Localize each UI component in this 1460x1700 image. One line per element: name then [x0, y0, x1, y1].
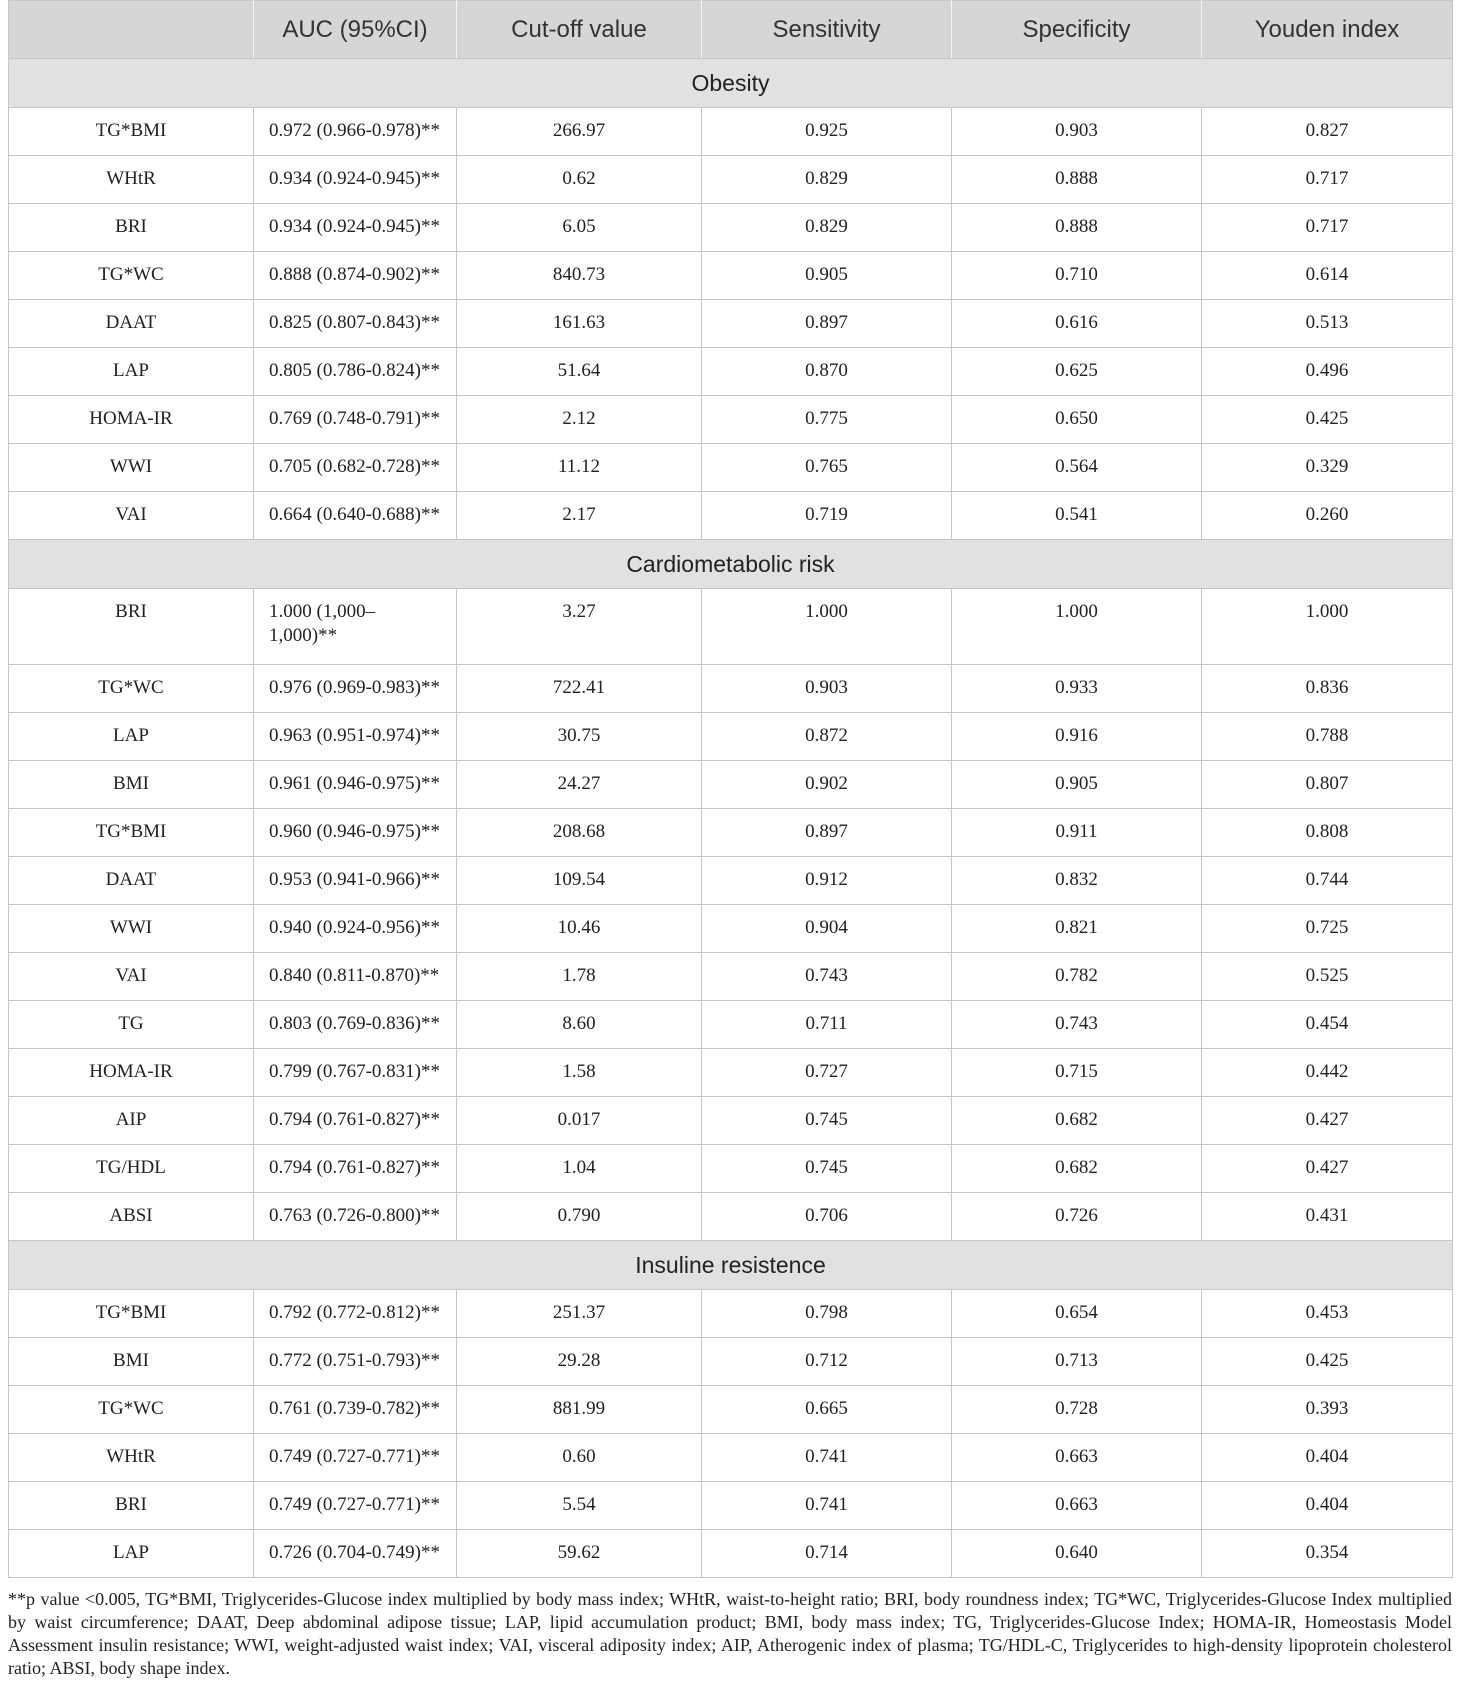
youden-index-cell: 0.425: [1202, 396, 1453, 444]
auc-cell: 0.953 (0.941-0.966)**: [254, 857, 457, 905]
specificity-cell: 0.564: [952, 444, 1202, 492]
section-row: [9, 540, 1453, 589]
section-title: Insuline resistence: [9, 1241, 1453, 1290]
table-row: [9, 1434, 1453, 1482]
table-row: [9, 1482, 1453, 1530]
table-row: [9, 492, 1453, 540]
youden-index-cell: 0.496: [1202, 348, 1453, 396]
indicator-cell: TG*BMI: [9, 809, 254, 857]
table-row: [9, 1145, 1453, 1193]
cutoff-value-cell: 29.28: [457, 1338, 702, 1386]
youden-index-cell: 0.717: [1202, 156, 1453, 204]
section-title: Obesity: [9, 59, 1453, 108]
section-row: [9, 1241, 1453, 1290]
table-row: [9, 252, 1453, 300]
sensitivity-cell: 0.798: [702, 1290, 952, 1338]
indicator-cell: TG*BMI: [9, 108, 254, 156]
indicator-cell: WWI: [9, 905, 254, 953]
cutoff-value-cell: 208.68: [457, 809, 702, 857]
specificity-cell: 0.911: [952, 809, 1202, 857]
specificity-cell: 0.821: [952, 905, 1202, 953]
sensitivity-cell: 0.741: [702, 1434, 952, 1482]
indicator-cell: TG/HDL: [9, 1145, 254, 1193]
table-footnote: **p value <0.005, TG*BMI, Triglycerides-Glucose index multiplied by body mass index; WHtR, waist-to-height ratio; BRI, body roundness index; TG*WC, Triglycerides-Glucose Index multiplied by waist circumference; DAAT, Deep abdominal adipose tissue; LAP, lipid accumulation product; BMI, body mass index; TG, Triglycerides-Glucose Index; HOMA-IR, Homeostasis Model Assessment insulin resistance; WWI, weight-adjusted waist index; VAI, visceral adiposity index; AIP, Atherogenic index of plasma; TG/HDL-C, Triglycerides to high-density lipoprotein cholesterol ratio; ABSI, body shape index.: [8, 1589, 1452, 1678]
cutoff-value-cell: 30.75: [457, 713, 702, 761]
sensitivity-cell: 0.902: [702, 761, 952, 809]
auc-cell: 0.792 (0.772-0.812)**: [254, 1290, 457, 1338]
youden-index-cell: 0.354: [1202, 1530, 1453, 1578]
auc-cell: 0.963 (0.951-0.974)**: [254, 713, 457, 761]
auc-cell: 0.799 (0.767-0.831)**: [254, 1049, 457, 1097]
sensitivity-cell: 0.905: [702, 252, 952, 300]
table-row: [9, 713, 1453, 761]
specificity-cell: 0.728: [952, 1386, 1202, 1434]
specificity-cell: 0.903: [952, 108, 1202, 156]
cutoff-value-cell: 1.04: [457, 1145, 702, 1193]
results-table: [8, 0, 1453, 1578]
auc-cell: 0.934 (0.924-0.945)**: [254, 204, 457, 252]
indicator-cell: BRI: [9, 589, 254, 665]
cutoff-value-cell: 266.97: [457, 108, 702, 156]
specificity-cell: 0.682: [952, 1145, 1202, 1193]
cutoff-value-cell: 0.60: [457, 1434, 702, 1482]
cutoff-value-cell: 59.62: [457, 1530, 702, 1578]
table-row: [9, 444, 1453, 492]
youden-index-cell: 0.453: [1202, 1290, 1453, 1338]
indicator-cell: BRI: [9, 204, 254, 252]
youden-index-cell: 0.717: [1202, 204, 1453, 252]
indicator-cell: LAP: [9, 1530, 254, 1578]
specificity-cell: 0.782: [952, 953, 1202, 1001]
table-row: [9, 348, 1453, 396]
table-row: [9, 1338, 1453, 1386]
table-row: [9, 1386, 1453, 1434]
cutoff-value-cell: 11.12: [457, 444, 702, 492]
sensitivity-cell: 0.903: [702, 665, 952, 713]
cutoff-value-cell: 0.017: [457, 1097, 702, 1145]
specificity-cell: 0.541: [952, 492, 1202, 540]
specificity-cell: 0.663: [952, 1482, 1202, 1530]
indicator-cell: TG*WC: [9, 1386, 254, 1434]
sensitivity-cell: 0.719: [702, 492, 952, 540]
auc-cell: 0.749 (0.727-0.771)**: [254, 1434, 457, 1482]
table-row: [9, 857, 1453, 905]
youden-index-cell: 0.725: [1202, 905, 1453, 953]
youden-index-cell: 0.827: [1202, 108, 1453, 156]
youden-index-cell: 0.454: [1202, 1001, 1453, 1049]
sensitivity-cell: 0.741: [702, 1482, 952, 1530]
auc-cell: 0.769 (0.748-0.791)**: [254, 396, 457, 444]
indicator-cell: LAP: [9, 713, 254, 761]
sensitivity-cell: 0.829: [702, 156, 952, 204]
auc-cell: 0.825 (0.807-0.843)**: [254, 300, 457, 348]
sensitivity-cell: 0.711: [702, 1001, 952, 1049]
auc-cell: 0.934 (0.924-0.945)**: [254, 156, 457, 204]
indicator-cell: TG*BMI: [9, 1290, 254, 1338]
specificity-cell: 0.832: [952, 857, 1202, 905]
table-row: [9, 1530, 1453, 1578]
cutoff-value-cell: 840.73: [457, 252, 702, 300]
table-row: [9, 665, 1453, 713]
indicator-cell: HOMA-IR: [9, 1049, 254, 1097]
cutoff-value-cell: 51.64: [457, 348, 702, 396]
header-specificity: Specificity: [952, 1, 1202, 59]
header-cutoff-value: Cut-off value: [457, 1, 702, 59]
cutoff-value-cell: 6.05: [457, 204, 702, 252]
indicator-cell: VAI: [9, 492, 254, 540]
indicator-cell: ABSI: [9, 1193, 254, 1241]
specificity-cell: 0.663: [952, 1434, 1202, 1482]
sensitivity-cell: 0.870: [702, 348, 952, 396]
youden-index-cell: 0.808: [1202, 809, 1453, 857]
youden-index-cell: 0.788: [1202, 713, 1453, 761]
specificity-cell: 0.743: [952, 1001, 1202, 1049]
auc-cell: 0.794 (0.761-0.827)**: [254, 1145, 457, 1193]
specificity-cell: 0.654: [952, 1290, 1202, 1338]
sensitivity-cell: 0.912: [702, 857, 952, 905]
specificity-cell: 0.905: [952, 761, 1202, 809]
table-row: [9, 761, 1453, 809]
specificity-cell: 0.616: [952, 300, 1202, 348]
cutoff-value-cell: 109.54: [457, 857, 702, 905]
youden-index-cell: 0.404: [1202, 1482, 1453, 1530]
sensitivity-cell: 0.706: [702, 1193, 952, 1241]
cutoff-value-cell: 0.62: [457, 156, 702, 204]
auc-cell: 0.960 (0.946-0.975)**: [254, 809, 457, 857]
specificity-cell: 0.726: [952, 1193, 1202, 1241]
sensitivity-cell: 0.775: [702, 396, 952, 444]
specificity-cell: 0.625: [952, 348, 1202, 396]
cutoff-value-cell: 161.63: [457, 300, 702, 348]
cutoff-value-cell: 3.27: [457, 589, 702, 665]
indicator-cell: TG*WC: [9, 252, 254, 300]
indicator-cell: BMI: [9, 761, 254, 809]
youden-index-cell: 0.442: [1202, 1049, 1453, 1097]
specificity-cell: 0.933: [952, 665, 1202, 713]
auc-cell: 0.761 (0.739-0.782)**: [254, 1386, 457, 1434]
indicator-cell: WHtR: [9, 1434, 254, 1482]
sensitivity-cell: 0.897: [702, 809, 952, 857]
indicator-cell: WHtR: [9, 156, 254, 204]
cutoff-value-cell: 2.17: [457, 492, 702, 540]
cutoff-value-cell: 722.41: [457, 665, 702, 713]
specificity-cell: 0.650: [952, 396, 1202, 444]
cutoff-value-cell: 881.99: [457, 1386, 702, 1434]
table-row: [9, 156, 1453, 204]
cutoff-value-cell: 1.58: [457, 1049, 702, 1097]
table-row: [9, 396, 1453, 444]
youden-index-cell: 0.807: [1202, 761, 1453, 809]
specificity-cell: 0.682: [952, 1097, 1202, 1145]
youden-index-cell: 1.000: [1202, 589, 1453, 665]
youden-index-cell: 0.744: [1202, 857, 1453, 905]
specificity-cell: 0.888: [952, 156, 1202, 204]
cutoff-value-cell: 0.790: [457, 1193, 702, 1241]
auc-cell: 0.705 (0.682-0.728)**: [254, 444, 457, 492]
table-row: [9, 108, 1453, 156]
auc-cell: 0.726 (0.704-0.749)**: [254, 1530, 457, 1578]
sensitivity-cell: 0.727: [702, 1049, 952, 1097]
youden-index-cell: 0.260: [1202, 492, 1453, 540]
cutoff-value-cell: 5.54: [457, 1482, 702, 1530]
indicator-cell: TG: [9, 1001, 254, 1049]
cutoff-value-cell: 24.27: [457, 761, 702, 809]
indicator-cell: LAP: [9, 348, 254, 396]
indicator-cell: BMI: [9, 1338, 254, 1386]
sensitivity-cell: 1.000: [702, 589, 952, 665]
sensitivity-cell: 0.745: [702, 1097, 952, 1145]
indicator-cell: AIP: [9, 1097, 254, 1145]
table-row: [9, 300, 1453, 348]
specificity-cell: 1.000: [952, 589, 1202, 665]
specificity-cell: 0.710: [952, 252, 1202, 300]
cutoff-value-cell: 2.12: [457, 396, 702, 444]
auc-cell: 0.888 (0.874-0.902)**: [254, 252, 457, 300]
sensitivity-cell: 0.745: [702, 1145, 952, 1193]
sensitivity-cell: 0.897: [702, 300, 952, 348]
indicator-cell: WWI: [9, 444, 254, 492]
sensitivity-cell: 0.743: [702, 953, 952, 1001]
youden-index-cell: 0.525: [1202, 953, 1453, 1001]
indicator-cell: VAI: [9, 953, 254, 1001]
youden-index-cell: 0.614: [1202, 252, 1453, 300]
auc-cell: 0.763 (0.726-0.800)**: [254, 1193, 457, 1241]
youden-index-cell: 0.513: [1202, 300, 1453, 348]
specificity-cell: 0.713: [952, 1338, 1202, 1386]
sensitivity-cell: 0.925: [702, 108, 952, 156]
indicator-cell: DAAT: [9, 300, 254, 348]
header-indicator: [9, 1, 254, 59]
cutoff-value-cell: 10.46: [457, 905, 702, 953]
youden-index-cell: 0.427: [1202, 1097, 1453, 1145]
cutoff-value-cell: 1.78: [457, 953, 702, 1001]
header-row: [9, 1, 1453, 59]
specificity-cell: 0.888: [952, 204, 1202, 252]
sensitivity-cell: 0.904: [702, 905, 952, 953]
indicator-cell: DAAT: [9, 857, 254, 905]
youden-index-cell: 0.427: [1202, 1145, 1453, 1193]
sensitivity-cell: 0.872: [702, 713, 952, 761]
table-row: [9, 905, 1453, 953]
section-title: Cardiometabolic risk: [9, 540, 1453, 589]
youden-index-cell: 0.329: [1202, 444, 1453, 492]
youden-index-cell: 0.393: [1202, 1386, 1453, 1434]
youden-index-cell: 0.431: [1202, 1193, 1453, 1241]
section-row: [9, 59, 1453, 108]
indicator-cell: TG*WC: [9, 665, 254, 713]
sensitivity-cell: 0.714: [702, 1530, 952, 1578]
youden-index-cell: 0.404: [1202, 1434, 1453, 1482]
table-row: [9, 1097, 1453, 1145]
sensitivity-cell: 0.765: [702, 444, 952, 492]
youden-index-cell: 0.425: [1202, 1338, 1453, 1386]
table-row: [9, 809, 1453, 857]
auc-cell: 0.664 (0.640-0.688)**: [254, 492, 457, 540]
cutoff-value-cell: 251.37: [457, 1290, 702, 1338]
indicator-cell: HOMA-IR: [9, 396, 254, 444]
sensitivity-cell: 0.829: [702, 204, 952, 252]
table-row: [9, 1290, 1453, 1338]
sensitivity-cell: 0.665: [702, 1386, 952, 1434]
table-row: [9, 953, 1453, 1001]
table-row: [9, 589, 1453, 665]
table-page: [8, 0, 1452, 1680]
specificity-cell: 0.916: [952, 713, 1202, 761]
specificity-cell: 0.640: [952, 1530, 1202, 1578]
header-auc: AUC (95%CI): [254, 1, 457, 59]
table-row: [9, 204, 1453, 252]
youden-index-cell: 0.836: [1202, 665, 1453, 713]
auc-cell: 0.976 (0.969-0.983)**: [254, 665, 457, 713]
auc-cell: 0.794 (0.761-0.827)**: [254, 1097, 457, 1145]
auc-cell: 0.940 (0.924-0.956)**: [254, 905, 457, 953]
specificity-cell: 0.715: [952, 1049, 1202, 1097]
table-row: [9, 1193, 1453, 1241]
auc-cell: 0.961 (0.946-0.975)**: [254, 761, 457, 809]
auc-cell: 0.840 (0.811-0.870)**: [254, 953, 457, 1001]
auc-cell: 1.000 (1,000–1,000)**: [254, 589, 457, 665]
table-body: [9, 59, 1453, 1578]
auc-cell: 0.972 (0.966-0.978)**: [254, 108, 457, 156]
header-youden-index: Youden index: [1202, 1, 1453, 59]
auc-cell: 0.772 (0.751-0.793)**: [254, 1338, 457, 1386]
table-row: [9, 1049, 1453, 1097]
table-row: [9, 1001, 1453, 1049]
auc-cell: 0.805 (0.786-0.824)**: [254, 348, 457, 396]
cutoff-value-cell: 8.60: [457, 1001, 702, 1049]
auc-cell: 0.749 (0.727-0.771)**: [254, 1482, 457, 1530]
indicator-cell: BRI: [9, 1482, 254, 1530]
auc-cell: 0.803 (0.769-0.836)**: [254, 1001, 457, 1049]
header-sensitivity: Sensitivity: [702, 1, 952, 59]
sensitivity-cell: 0.712: [702, 1338, 952, 1386]
